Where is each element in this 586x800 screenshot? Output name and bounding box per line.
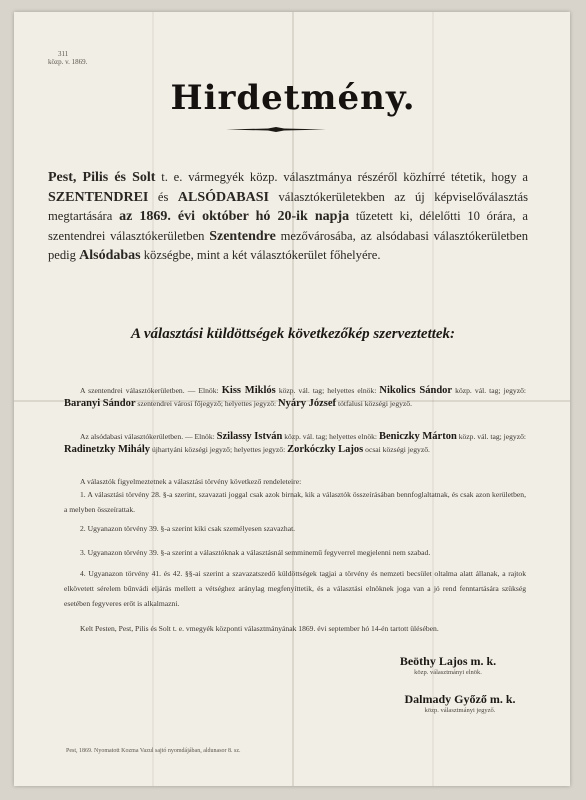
person-name: Baranyi Sándor	[64, 398, 136, 409]
text: újhartyáni községi jegyző; helyettes jegyző:	[150, 445, 288, 454]
text: ocsai községi jegyző.	[363, 445, 430, 454]
printer-imprint: Pest, 1869. Nyomatott Kozma Vazul sajtó nyomdájában, aldunasor 8. sz.	[66, 748, 241, 754]
text: közp. vál. tag; helyettes elnök:	[275, 386, 380, 395]
signature-secretary	[380, 692, 540, 714]
text: Az alsódabasi választókerületben. — Elnök:	[80, 432, 217, 441]
signer-name: Beöthy Lajos m. k.	[399, 654, 497, 668]
text: közp. vál. tag; jegyző:	[456, 432, 526, 441]
town-alsodabas: Alsódabas	[79, 248, 141, 264]
person-name: Beniczky Márton	[378, 431, 457, 442]
intro-text: választókerületekben az új képviselőválasztás megtartására	[48, 189, 528, 224]
person-name: Zorkóczky Lajos	[287, 444, 364, 455]
rule-item-3: 3. Ugyanazon törvény 39. §-a szerint a választóknak a választásnál semminemű fegyverrel megjelenni nem szabad.	[80, 548, 431, 557]
person-name: Nyáry József	[278, 398, 337, 409]
intro-text: mezővárosába, az alsódabasi választókerületben pedig	[48, 228, 528, 263]
intro-text: és	[148, 189, 178, 204]
committee-szentendrei	[64, 384, 526, 410]
rule-item-2: 2. Ugyanazon törvény 39. §-a szerint kiki csak személyesen szavazhat.	[80, 524, 296, 533]
district-alsodabasi: ALSÓDABASI	[177, 189, 269, 205]
intro-text: t. e. vármegyék közp. választmánya részéről közhírré tétetik, hogy a	[155, 170, 528, 184]
text: A szentendrei választókerületben. — Elnök:	[80, 386, 222, 395]
signer-role: közp. választmányi jegyző.	[424, 707, 496, 714]
person-name: Radinetzky Mihály	[64, 444, 151, 455]
committees-heading: A választási küldöttségek következőkép szerveztettek:	[130, 326, 456, 342]
rule-item-1: 1. A választási törvény 28. §-a szerint, szavazati joggal csak azok birnak, kik a választók összeírásában bennfoglaltatnak, és csak azon kerületben, a melyben összeírattak.	[64, 490, 526, 514]
rule-item-4: 4. Ugyanazon törvény 41. és 42. §§-ai szerint a szavazatszedő küldöttségek tagjai a törvény és nemzeti becsület oltalma alatt állanak, a rajtok elkövetett sérelem bűnvádi eljárás mellett a vétséghez aránylag megfenyíttetik, és a választási elnöknek joga van a jó rend fenntartására szükség esetében fegyveres erőt is alkalmazni.	[64, 569, 526, 608]
town-szentendre: Szentendre	[209, 228, 276, 244]
signer-name: Dalmady Győző m. k.	[404, 692, 516, 706]
intro-text: tűzetett ki, délelőtti 10 órára, a szentendrei választókerületben	[48, 209, 528, 243]
text: tótfalusi községi jegyző.	[336, 399, 412, 408]
ornament-rule	[226, 127, 326, 132]
announcement-intro	[48, 168, 528, 266]
intro-text: községbe, mint a két választókerület főhelyére.	[140, 248, 381, 263]
signature-president	[380, 654, 516, 676]
text: közp. vál. tag; jegyző:	[452, 386, 526, 395]
signer-role: közp. választmányi elnök.	[414, 669, 482, 676]
ref-line1: 311	[58, 50, 69, 58]
text: szentendrei városi főjegyző; helyettes jegyző:	[135, 399, 279, 408]
person-name: Szilassy István	[216, 431, 283, 442]
person-name: Nikolics Sándor	[379, 385, 453, 396]
person-name: Kiss Miklós	[221, 385, 276, 396]
page-title: Hirdetmény.	[170, 78, 416, 118]
committee-alsodabasi	[64, 430, 526, 456]
election-date: az 1869. évi október hó 20-ik napja	[119, 209, 350, 225]
ref-line2: közp. v. 1869.	[48, 58, 88, 66]
district-szentendrei: SZENTENDREI	[48, 189, 149, 205]
dated-line: Kelt Pesten, Pest, Pilis és Solt t. e. vmegyék központi választmányának 1869. évi september hó 14-én tartott ülésében.	[80, 624, 439, 633]
county-names: Pest, Pilis és Solt	[48, 170, 156, 185]
voters-notice: A választók figyelmeztetnek a választási törvény következő rendeleteire:	[80, 477, 302, 486]
text: közp. vál. tag; helyettes elnök:	[282, 432, 379, 441]
reference-number	[48, 50, 87, 66]
